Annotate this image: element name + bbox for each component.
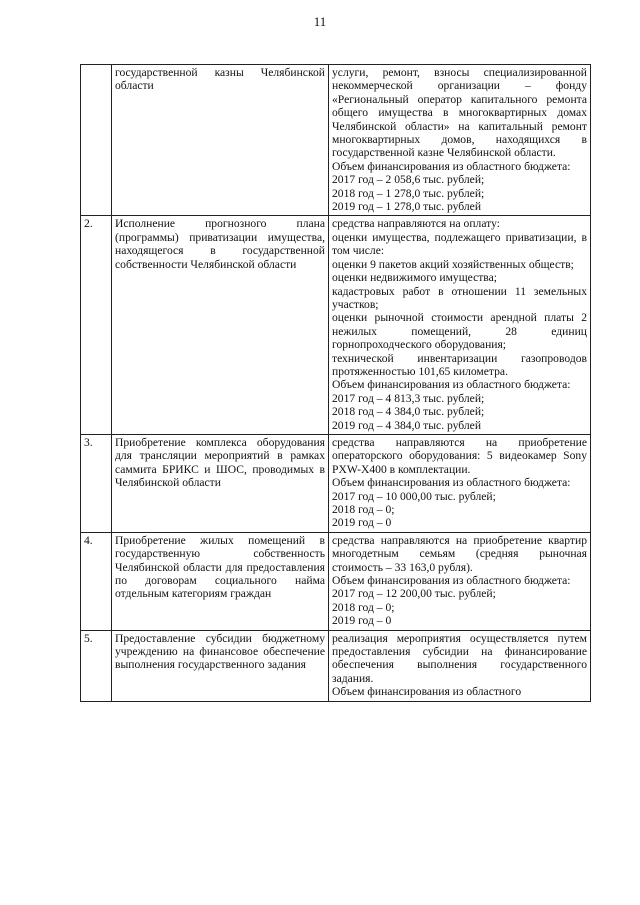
funding-year-line: 2017 год – 12 200,00 тыс. рублей; [332,587,496,601]
page-number: 11 [313,14,327,29]
table-body [81,65,591,702]
activity-description [329,630,591,701]
activity-name: Предоставление субсидии бюджетному учреждению на финансовое обеспечение выполнения государственного задания [112,630,329,701]
activity-description [329,434,591,532]
funding-year-line: 2018 год – 1 278,0 тыс. рублей; [332,186,485,200]
table-row [81,216,591,435]
description-paragraph: Объем финансирования из областного [332,685,522,699]
description-paragraph: средства направляются на приобретение операторского оборудования: 5 видеокамер Sony PXW-X400 в комплектации. [332,435,587,476]
funding-year-line: 2019 год – 0 [332,516,392,530]
activities-table [80,64,591,702]
funding-year-line: 2017 год – 4 813,3 тыс. рублей; [332,391,485,405]
description-paragraph: оценки 9 пакетов акций хозяйственных обществ; [332,257,574,271]
funding-year-line: 2018 год – 4 384,0 тыс. рублей; [332,405,485,419]
description-paragraph: средства направляются на оплату: [332,217,500,231]
activity-description [329,532,591,630]
description-paragraph: Объем финансирования из областного бюджета: [332,159,571,173]
table-row [81,630,591,701]
activity-description [329,65,591,216]
row-number: 2. [81,216,112,435]
row-number: 3. [81,434,112,532]
description-paragraph: кадастровых работ в отношении 11 земельных участков; [332,284,587,311]
activity-name: Приобретение жилых помещений в государственную собственность Челябинской области для предоставления по договорам социального найма отдельным категориям граждан [112,532,329,630]
description-paragraph: услуги, ремонт, взносы специализированной некоммерческой организации – фонду «Региональный оператор капитального ремонта общего имущества в многоквартирных домах Челябинской области» на капитальный ремонт многоквартирных домов, находящихся в государственной казне Челябинской области. [332,66,587,160]
activity-name: государственной казны Челябинской области [112,65,329,216]
funding-year-line: 2017 год – 2 058,6 тыс. рублей; [332,173,485,187]
funding-year-line: 2019 год – 0 [332,614,392,628]
description-paragraph: реализация мероприятия осуществляется путем предоставления субсидии на финансирование обеспечения выполнения государственного задания. [332,631,587,685]
row-number [81,65,112,216]
description-paragraph: технической инвентаризации газопроводов протяженностью 101,65 километра. [332,351,587,378]
funding-year-line: 2017 год – 10 000,00 тыс. рублей; [332,489,496,503]
funding-year-line: 2019 год – 1 278,0 тыс. рублей [332,200,482,214]
description-paragraph: оценки рыночной стоимости арендной платы 2 нежилых помещений, 28 единиц горнопроходческого оборудования; [332,311,587,352]
description-paragraph: оценки недвижимого имущества; [332,271,497,285]
activity-name: Исполнение прогнозного плана (программы) приватизации имущества, находящегося в государственной собственности Челябинской области [112,216,329,435]
table-row [81,532,591,630]
funding-year-line: 2019 год – 4 384,0 тыс. рублей [332,418,482,432]
description-paragraph: Объем финансирования из областного бюджета: [332,574,571,588]
funding-year-line: 2018 год – 0; [332,503,395,516]
activity-description [329,216,591,435]
activity-name: Приобретение комплекса оборудования для трансляции мероприятий в рамках саммита БРИКС и ШОС, проводимых в Челябинской области [112,434,329,532]
funding-year-line: 2018 год – 0; [332,600,395,614]
row-number: 4. [81,532,112,630]
description-paragraph: средства направляются на приобретение квартир многодетным семьям (средняя рыночная стоимость – 33 163,0 рубля). [332,533,587,574]
row-number: 5. [81,630,112,701]
description-paragraph: оценки имущества, подлежащего приватизации, в том числе: [332,230,587,258]
table-row [81,434,591,532]
table-row [81,65,591,216]
description-paragraph: Объем финансирования из областного бюджета: [332,476,571,490]
description-paragraph: Объем финансирования из областного бюджета: [332,378,571,392]
